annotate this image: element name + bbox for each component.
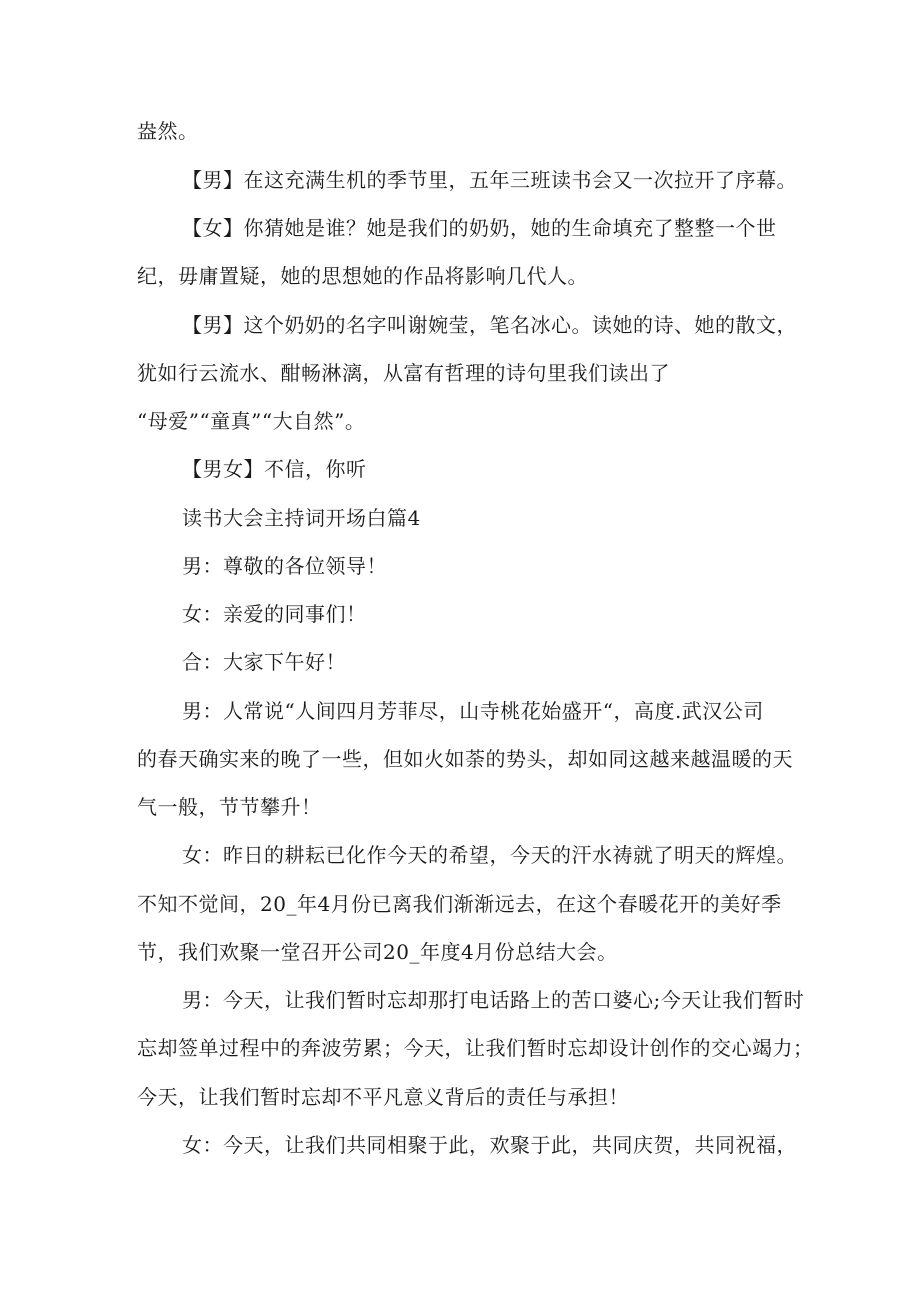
text-line: 女：昨日的耕耘已化作今天的希望，今天的汗水祷就了明天的辉煌。 — [182, 843, 797, 867]
text-line: 合：大家下午好！ — [182, 650, 346, 674]
text-line: “母爱”“童真”“大自然”。 — [137, 409, 366, 433]
text-line: 节，我们欢聚一堂召开公司20_年度4月份总结大会。 — [137, 940, 618, 964]
text-line: 【男】在这充满生机的季节里，五年三班读书会又一次拉开了序幕。 — [182, 168, 797, 192]
text-line: 盎然。 — [137, 119, 199, 143]
text-line: 女：今天，让我们共同相聚于此，欢聚于此，共同庆贺，共同祝福， — [182, 1133, 797, 1157]
text-line: 女：亲爱的同事们！ — [182, 602, 367, 626]
text-line: 【男】这个奶奶的名字叫谢婉莹，笔名冰心。读她的诗、她的散文， — [182, 313, 797, 337]
text-line: 不知不觉间，20_年4月份已离我们渐渐远去，在这个春暖花开的美好季 — [137, 892, 782, 916]
section-heading: 读书大会主持词开场白篇4 — [182, 506, 421, 530]
text-line: 【男女】不信，你听 — [182, 457, 367, 481]
text-line: 犹如行云流水、酣畅淋漓，从富有哲理的诗句里我们读出了 — [137, 361, 670, 385]
text-line: 纪，毋庸置疑，她的思想她的作品将影响几代人。 — [137, 264, 588, 288]
text-line: 忘却签单过程中的奔波劳累；今天，让我们暂时忘却设计创作的交心竭力； — [137, 1036, 814, 1060]
text-line: 的春天确实来的晚了一些，但如火如荼的势头，却如同这越来越温暖的天 — [137, 747, 793, 771]
text-line: 男：尊敬的各位领导！ — [182, 554, 387, 578]
text-line: 男：今天，让我们暂时忘却那打电话路上的苦口婆心;今天让我们暂时 — [182, 988, 805, 1012]
text-line: 今天，让我们暂时忘却不平凡意义背后的责任与承担！ — [137, 1085, 629, 1109]
text-line: 【女】你猜她是谁？她是我们的奶奶，她的生命填充了整整一个世 — [182, 216, 777, 240]
text-line: 男：人常说“人间四月芳菲尽，山寺桃花始盛开“，高度.武汉公司 — [182, 699, 764, 723]
text-line: 气一般，节节攀升！ — [137, 795, 322, 819]
